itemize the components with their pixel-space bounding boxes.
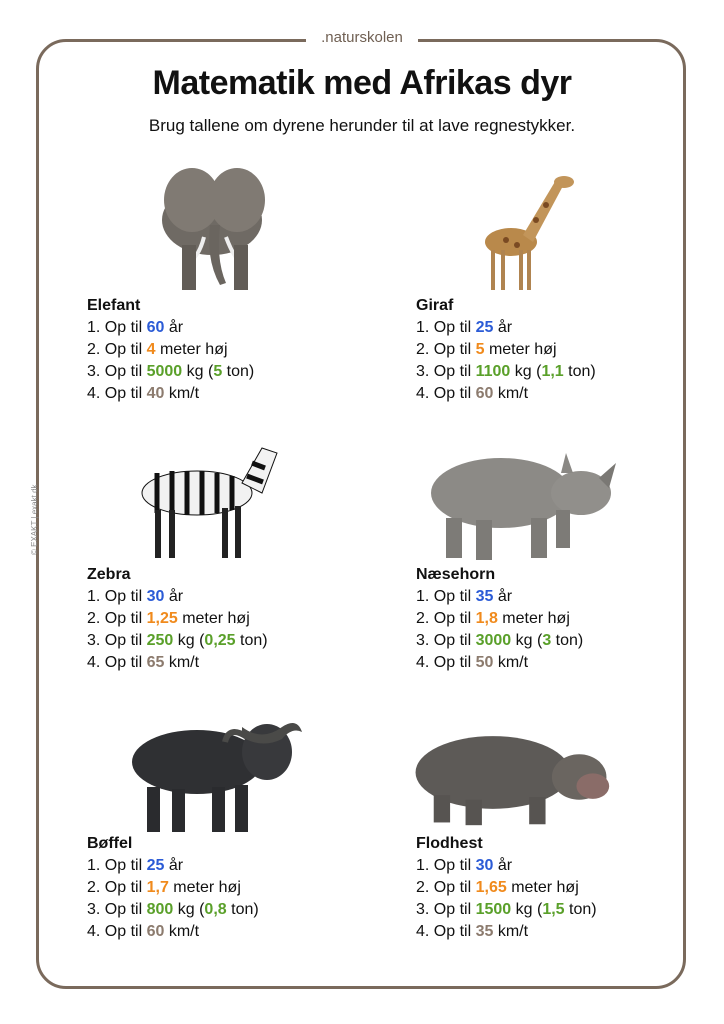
fact-list bbox=[87, 317, 254, 405]
fact-list bbox=[416, 855, 597, 943]
fact-item-weight: 3. Op til 1100 kg (1,1 ton) bbox=[416, 363, 596, 380]
animal-name: Giraf bbox=[416, 297, 454, 314]
fact-item-weight: 3. Op til 800 kg (0,8 ton) bbox=[87, 901, 259, 918]
fact-item-age: 1. Op til 30 år bbox=[416, 857, 513, 874]
fact-item-height: 2. Op til 1,8 meter høj bbox=[416, 610, 570, 627]
buffalo-image bbox=[117, 707, 317, 837]
elephant-image bbox=[142, 165, 342, 295]
fact-item-age: 1. Op til 60 år bbox=[87, 319, 184, 336]
fact-list bbox=[87, 586, 268, 674]
giraffe-image bbox=[461, 170, 661, 300]
copyright-note: © EXAKT | exakt.dk bbox=[30, 484, 39, 555]
fact-list bbox=[416, 317, 596, 405]
fact-item-speed: 4. Op til 65 km/t bbox=[87, 654, 200, 671]
fact-item-speed: 4. Op til 60 km/t bbox=[416, 385, 529, 402]
fact-item-height: 2. Op til 1,7 meter høj bbox=[87, 879, 241, 896]
fact-item-speed: 4. Op til 60 km/t bbox=[87, 923, 200, 940]
fact-list bbox=[416, 586, 583, 674]
rhino-image bbox=[421, 438, 621, 568]
fact-item-speed: 4. Op til 35 km/t bbox=[416, 923, 529, 940]
animal-name: Elefant bbox=[87, 297, 141, 314]
animal-name: Næsehorn bbox=[416, 566, 496, 583]
fact-item-weight: 3. Op til 250 kg (0,25 ton) bbox=[87, 632, 268, 649]
fact-item-weight: 3. Op til 1500 kg (1,5 ton) bbox=[416, 901, 597, 918]
fact-item-age: 1. Op til 25 år bbox=[416, 319, 513, 336]
fact-list bbox=[87, 855, 259, 943]
animal-name: Zebra bbox=[87, 566, 131, 583]
animal-name: Bøffel bbox=[87, 835, 133, 852]
page-title: Matematik med Afrikas dyr bbox=[152, 64, 572, 102]
fact-item-weight: 3. Op til 5000 kg (5 ton) bbox=[87, 363, 255, 380]
fact-item-age: 1. Op til 35 år bbox=[416, 588, 513, 605]
fact-item-height: 2. Op til 1,65 meter høj bbox=[416, 879, 579, 896]
hippo-image bbox=[411, 712, 611, 842]
fact-item-height: 2. Op til 1,25 meter høj bbox=[87, 610, 250, 627]
fact-item-height: 2. Op til 5 meter høj bbox=[416, 341, 557, 358]
fact-item-age: 1. Op til 25 år bbox=[87, 857, 184, 874]
fact-item-age: 1. Op til 30 år bbox=[87, 588, 184, 605]
zebra-image bbox=[127, 438, 327, 568]
brand-logo: .naturskolen bbox=[306, 26, 418, 50]
fact-item-speed: 4. Op til 50 km/t bbox=[416, 654, 529, 671]
animal-name: Flodhest bbox=[416, 835, 483, 852]
fact-item-speed: 4. Op til 40 km/t bbox=[87, 385, 200, 402]
page-subtitle: Brug tallene om dyrene herunder til at lave regnestykker. bbox=[148, 116, 576, 135]
fact-item-height: 2. Op til 4 meter høj bbox=[87, 341, 228, 358]
fact-item-weight: 3. Op til 3000 kg (3 ton) bbox=[416, 632, 584, 649]
